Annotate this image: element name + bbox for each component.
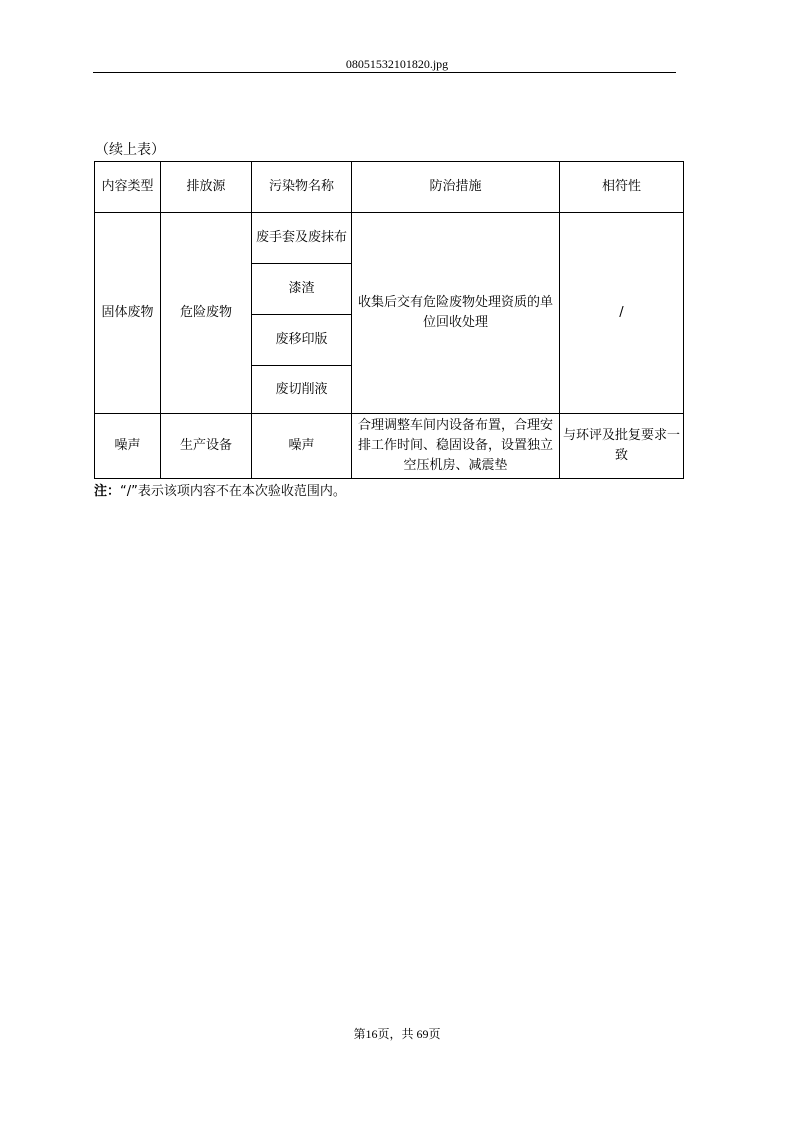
solid-waste-conformity: / [560,213,684,414]
note-label: 注： [94,484,121,499]
page-number: 第16页，共 69页 [353,1027,441,1041]
header-rule [93,72,676,73]
pollutant-pad-printing-plate: 废移印版 [252,315,352,366]
table-note [94,482,346,502]
solid-waste-source: 危险废物 [161,213,252,414]
table-row [95,213,684,264]
header-emission-source: 排放源 [161,162,252,213]
pollutant-gloves-rags: 废手套及废抹布 [252,213,352,264]
noise-type: 噪声 [95,414,161,479]
table-row [95,414,684,479]
solid-waste-type: 固体废物 [95,213,161,414]
pollutant-paint-residue: 漆渣 [252,264,352,315]
noise-pollutant: 噪声 [252,414,352,479]
header-filename: 08051532101820.jpg [345,57,449,71]
solid-waste-measure: 收集后交有危险废物处理资质的单位回收处理 [352,213,560,414]
header-control-measures: 防治措施 [352,162,560,213]
header-content-type: 内容类型 [95,162,161,213]
pollution-control-table [94,161,684,479]
pollutant-cutting-fluid: 废切削液 [252,366,352,414]
noise-conformity: 与环评及批复要求一致 [560,414,684,479]
noise-source: 生产设备 [161,414,252,479]
header-conformity: 相符性 [560,162,684,213]
header-pollutant-name: 污染物名称 [252,162,352,213]
note-text: “/”表示该项内容不在本次验收范围内。 [120,484,346,499]
table-header-row [95,162,684,213]
noise-measure: 合理调整车间内设备布置，合理安排工作时间、稳固设备，设置独立空压机房、减震垫 [352,414,560,479]
table-caption: （续上表） [95,142,165,158]
